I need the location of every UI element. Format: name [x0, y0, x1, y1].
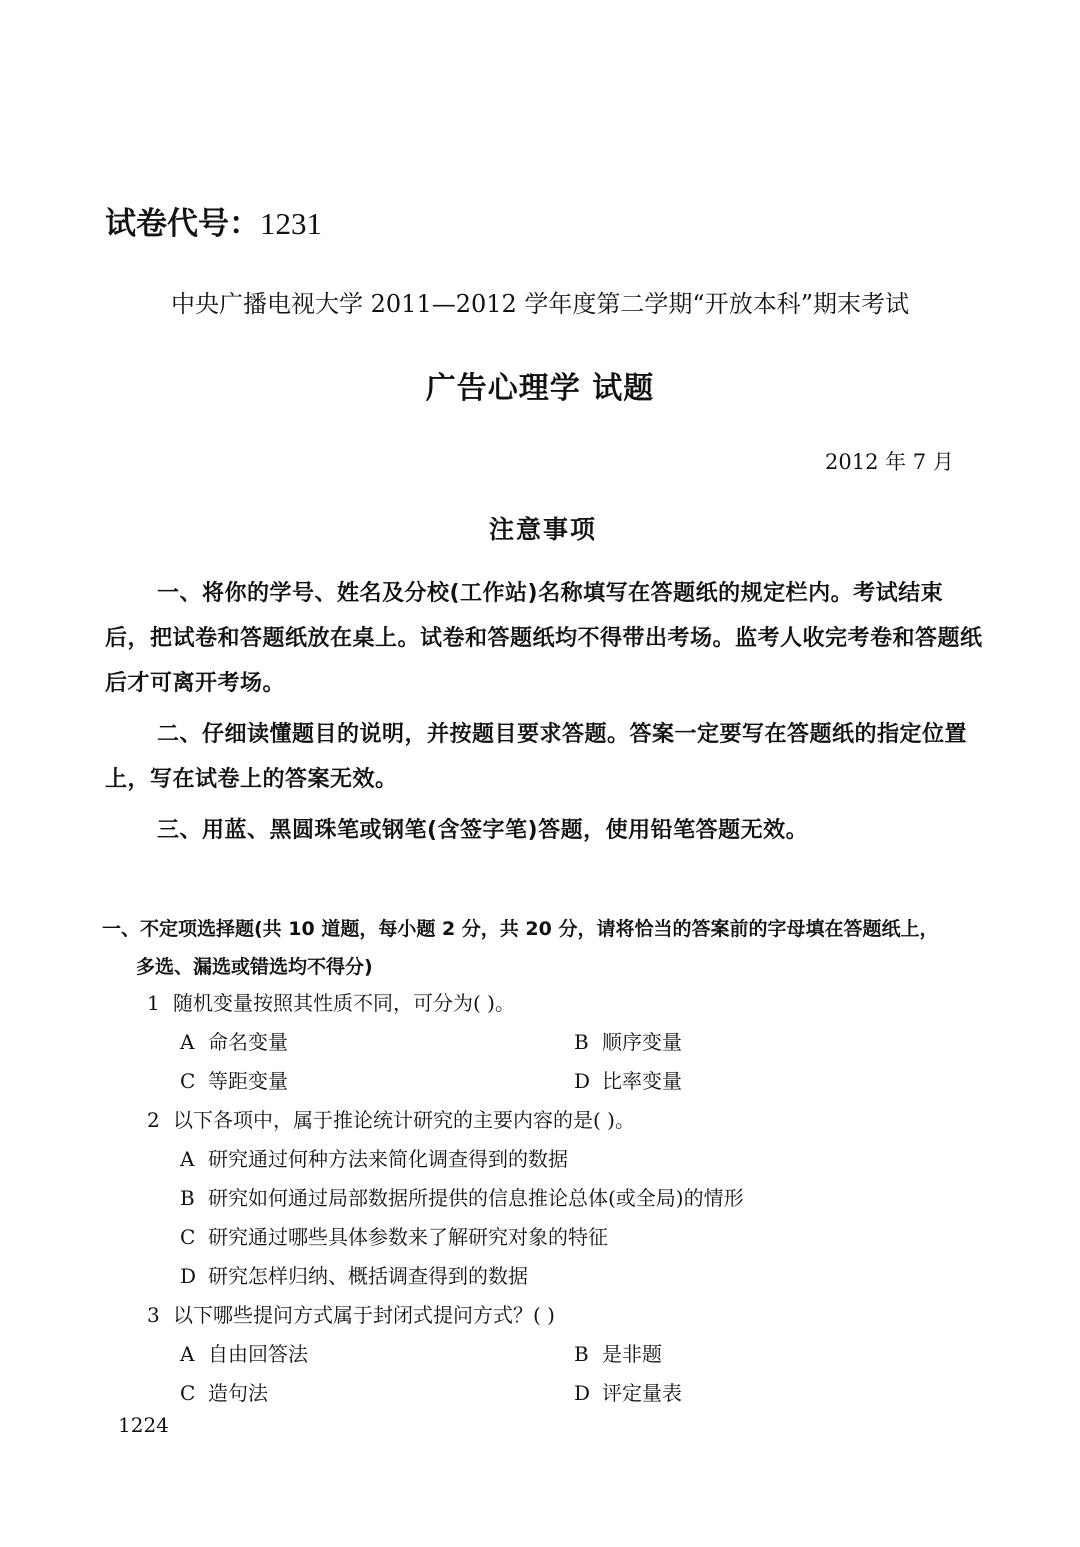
option-letter: C — [180, 1381, 196, 1405]
paper-code-number: 1231 — [260, 206, 322, 241]
notice-heading: 注意事项 — [488, 515, 597, 544]
exam-date: 2012 年 7 月 — [825, 450, 954, 474]
question-2-option-c — [180, 1221, 608, 1250]
question-3-option-c — [180, 1377, 268, 1406]
question-2-stem: 以下各项中，属于推论统计研究的主要内容的是( )。 — [173, 1108, 635, 1132]
option-letter: A — [180, 1030, 195, 1054]
question-1-option-c — [180, 1065, 288, 1094]
option-letter: C — [180, 1225, 196, 1249]
option-text: 研究怎样归纳、概括调查得到的数据 — [208, 1264, 528, 1288]
university-exam-line: 中央广播电视大学 2011—2012 学年度第二学期“开放本科”期末考试 — [171, 290, 909, 318]
section-1-instructions — [102, 910, 988, 986]
question-3-option-d — [574, 1377, 682, 1406]
option-text: 是非题 — [602, 1342, 662, 1366]
question-3-number: 3 — [147, 1303, 160, 1327]
question-3 — [147, 1299, 555, 1328]
option-text: 评定量表 — [602, 1381, 682, 1405]
option-text: 研究如何通过局部数据所提供的信息推论总体(或全局)的情形 — [208, 1186, 744, 1210]
question-1-stem: 随机变量按照其性质不同，可分为( )。 — [173, 991, 515, 1015]
question-3-option-a — [180, 1338, 308, 1367]
notice-item-3: 三、用蓝、黑圆珠笔或钢笔(含签字笔)答题，使用铅笔答题无效。 — [157, 818, 809, 843]
option-text: 顺序变量 — [602, 1030, 682, 1054]
question-2-option-b — [180, 1182, 744, 1211]
question-1-option-b — [574, 1026, 682, 1055]
option-letter: C — [180, 1069, 196, 1093]
option-letter: D — [574, 1069, 591, 1093]
question-3-option-b — [574, 1338, 662, 1367]
question-1-option-d — [574, 1065, 682, 1094]
question-1 — [147, 987, 515, 1016]
option-letter: B — [574, 1030, 589, 1054]
paper-code-label: 试卷代号： — [105, 206, 260, 242]
option-letter: A — [180, 1147, 195, 1171]
section-1-line-1: 一、不定项选择题(共 10 道题，每小题 2 分，共 20 分，请将恰当的答案前的字母填在答题纸上， — [102, 918, 939, 940]
option-letter: B — [180, 1186, 195, 1210]
option-letter: D — [180, 1264, 197, 1288]
option-text: 自由回答法 — [208, 1342, 308, 1366]
question-1-number: 1 — [147, 991, 160, 1015]
option-text: 造句法 — [208, 1381, 268, 1405]
notice-item-2: 二、仔细读懂题目的说明，并按题目要求答题。答案一定要写在答题纸的指定位置上，写在试卷上的答案无效。 — [105, 722, 968, 792]
question-3-stem: 以下哪些提问方式属于封闭式提问方式？( ) — [173, 1303, 555, 1327]
course-title: 广告心理学 试题 — [425, 371, 655, 406]
option-text: 研究通过何种方法来简化调查得到的数据 — [208, 1147, 568, 1171]
section-1-line-2: 多选、漏选或错选均不得分) — [136, 956, 373, 978]
question-1-option-a — [180, 1026, 288, 1055]
option-letter: D — [574, 1381, 591, 1405]
paper-code — [105, 198, 322, 243]
notice-list — [105, 571, 985, 853]
option-text: 命名变量 — [208, 1030, 288, 1054]
option-letter: A — [180, 1342, 195, 1366]
option-text: 等距变量 — [208, 1069, 288, 1093]
page-number: 1224 — [118, 1413, 169, 1437]
option-text: 比率变量 — [602, 1069, 682, 1093]
question-2 — [147, 1104, 635, 1133]
option-text: 研究通过哪些具体参数来了解研究对象的特征 — [208, 1225, 608, 1249]
notice-item-1: 一、将你的学号、姓名及分校(工作站)名称填写在答题纸的规定栏内。考试结束后，把试卷和答题纸放在桌上。试卷和答题纸均不得带出考场。监考人收完考卷和答题纸后才可离开考场。 — [105, 581, 983, 696]
option-letter: B — [574, 1342, 589, 1366]
question-2-option-a — [180, 1143, 568, 1172]
question-2-number: 2 — [147, 1108, 160, 1132]
question-2-option-d — [180, 1260, 528, 1289]
